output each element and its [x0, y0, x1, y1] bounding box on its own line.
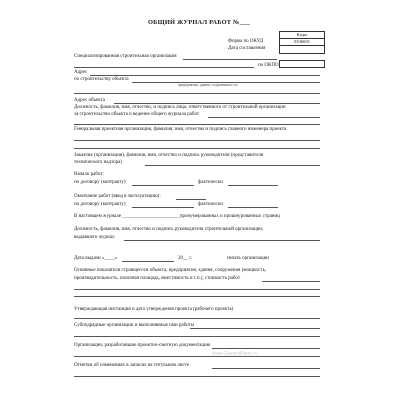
design-docs-field-line[interactable]	[212, 348, 320, 349]
changes-field-line-2[interactable]	[74, 376, 320, 377]
okud-label: Форма по ОКУД	[228, 39, 264, 44]
start-contract-label: по договору (контракту)	[74, 180, 126, 185]
end-label: Окончание работ (ввод в эксплуатацию):	[74, 194, 161, 199]
document-title: ОБЩИЙ ЖУРНАЛ РАБОТ №___	[148, 19, 250, 26]
approval-label: Утверждающая инстанция и дата утверждения проекта (рабочего проекта)	[74, 307, 234, 312]
start-label: Начало работ:	[74, 172, 104, 177]
design-docs-field-line-2[interactable]	[74, 356, 320, 357]
start-contract-line[interactable]	[132, 185, 194, 186]
address-field-line[interactable]	[90, 75, 320, 76]
org-field-line-2[interactable]	[74, 67, 254, 68]
chief-engineer-field-line[interactable]	[74, 140, 320, 141]
watermark: www.GarantBlank.ru	[212, 351, 258, 357]
address-label: Адрес	[74, 70, 88, 75]
object-label: по строительству объекта	[74, 77, 129, 82]
issuer-line-1: Должность, фамилия, имя, отчество и подпись руководителя строительной организации,	[74, 227, 264, 232]
okpo-code-cell[interactable]	[280, 60, 325, 67]
issue-date-label: Дата выдачи «____»	[74, 256, 117, 261]
object-address-label: Адрес объекта	[74, 98, 106, 103]
codes-table	[279, 31, 325, 68]
okud-code-cell: 0336001	[280, 39, 325, 46]
date-label: Дата составления	[228, 46, 266, 51]
issue-year: 20__ г.	[178, 256, 192, 261]
spacer-code-cell	[280, 53, 325, 60]
end-contract-line[interactable]	[132, 207, 194, 208]
end-contract-label: по договору (контракту)	[74, 202, 126, 207]
responsible-line-2: за строительство объекта и ведение общего журнала работ	[74, 112, 200, 117]
pages-line: В настоящем журнале _______________________пронумерованных и прошнурованных страниц	[74, 214, 280, 219]
indicators-line-1: Основные показатели строящегося объекта, предприятия, здания, сооружения (мощность,	[74, 268, 267, 273]
object-field-line-2[interactable]	[74, 93, 320, 94]
responsible-field-line[interactable]	[208, 117, 320, 118]
issuer-field-line[interactable]	[124, 240, 320, 241]
indicators-field-line-3[interactable]	[74, 296, 320, 297]
responsible-line-1: Должность, фамилия, имя, отчество, и подпись лица, ответственного от строительной организации	[74, 105, 286, 110]
customer-field-line[interactable]	[145, 165, 320, 166]
changes-field-line[interactable]	[212, 368, 320, 369]
end-field-line[interactable]	[176, 199, 206, 200]
issuer-line-2: выдавшего журнал	[74, 235, 115, 240]
end-actual-line[interactable]	[228, 207, 278, 208]
chief-engineer-label: Генеральная проектная организация, фамилия, имя, отчество и подпись главного инженера проекта	[74, 127, 287, 132]
design-docs-label: Организации, разработавшие проектно-сметную документацию	[74, 343, 211, 348]
approval-field-line[interactable]	[74, 318, 320, 319]
indicators-field-line-2[interactable]	[74, 289, 320, 290]
subcontractors-field-line[interactable]	[190, 328, 320, 329]
end-actual-label: фактически	[198, 202, 223, 207]
date-code-cell[interactable]	[280, 46, 325, 53]
indicators-field-line[interactable]	[262, 281, 320, 282]
customer-line-2: технического надзора)	[74, 160, 122, 165]
start-actual-line[interactable]	[228, 185, 278, 186]
changes-label: Отметки об изменениях в записях на титульном листе	[74, 363, 190, 368]
org-label: Специализированная строительная организация	[74, 54, 177, 59]
start-actual-label: фактически	[198, 180, 223, 185]
org-field-line[interactable]	[183, 59, 277, 60]
stamp-label: печать организации	[227, 256, 269, 261]
responsible-field-line-2[interactable]	[74, 124, 320, 125]
subcontractors-label: Субподрядные организации и выполняемые ими работы	[74, 323, 195, 328]
indicators-line-2: производительность, полезная площадь, вместимость и т.п.), стоимость работ	[74, 276, 241, 281]
chief-engineer-field-line-2[interactable]	[74, 148, 320, 149]
object-address-line[interactable]	[114, 103, 320, 104]
codes-header: Коды	[280, 32, 325, 39]
okpo-label: по ОКПО	[258, 63, 279, 68]
subcontractors-field-line-2[interactable]	[74, 336, 320, 337]
customer-line-1: Заказчик (организация), фамилия, имя, отчество и подпись руководителя (представителя	[74, 153, 264, 158]
object-hint: предприятия, здания, сооружения и т.п.	[178, 83, 239, 87]
issue-date-month-line[interactable]	[122, 261, 174, 262]
